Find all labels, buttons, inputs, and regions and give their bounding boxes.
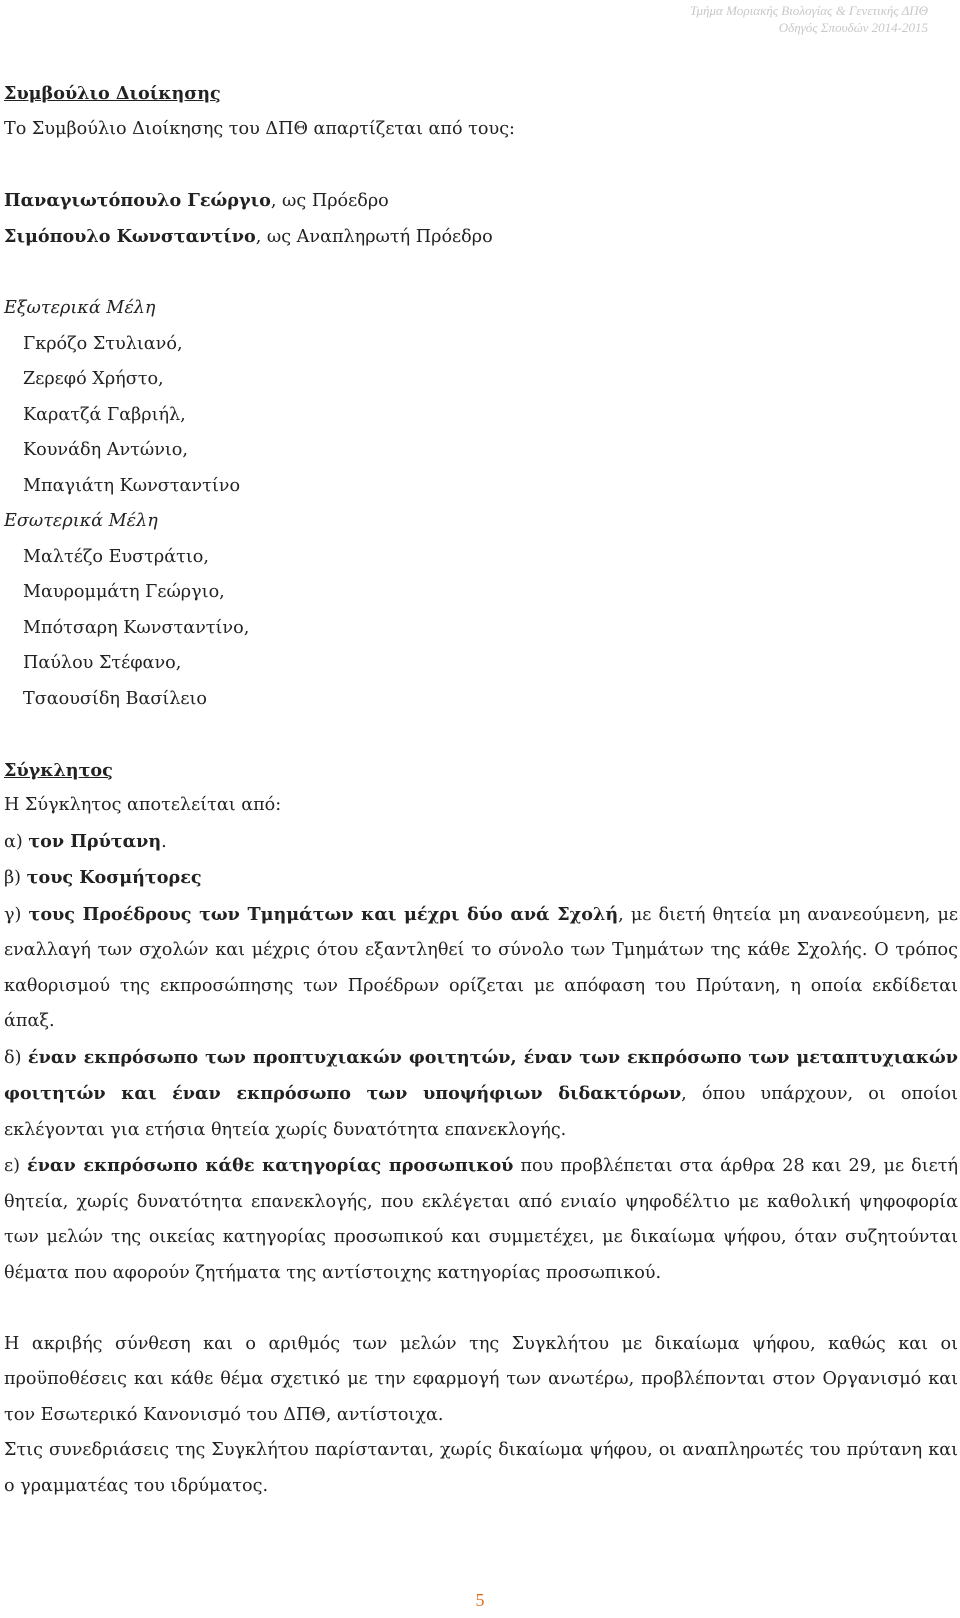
board-intro: Το Συμβούλιο Διοίκησης του ΔΠΘ απαρτίζεται από τους:	[4, 118, 515, 139]
external-member: Ζερεφό Χρήστο,	[23, 369, 164, 389]
internal-member: Μαυρομμάτη Γεώργιο,	[23, 582, 225, 602]
item-bold: τους Κοσμήτορες	[26, 867, 202, 888]
internal-member: Μαλτέζο Ευστράτιο,	[23, 546, 209, 567]
senate-sessions-paragraph: Στις συνεδριάσεις της Συγκλήτου παρίστανται, χωρίς δικαίωμα ψήφου, οι αναπληρωτές του πρύτανη και ο γραμματέας του ιδρύματος.	[4, 1440, 958, 1496]
internal-member: Παύλου Στέφανο,	[23, 653, 182, 673]
board-vice-president	[4, 219, 958, 256]
item-bold: τον Πρύτανη	[28, 830, 162, 852]
internal-member: Τσαουσίδη Βασίλειο	[23, 688, 208, 709]
item-rest: , με διετή θητεία μη ανανεούμενη, με εναλλαγή των σχολών και μέχρις ότου εξαντληθεί το σύνολο των Τμημάτων της κάθε Σχολής. Ο τρόπος καθορισμού της εκπροσώπησης των Προέδρων ορίζεται με απόφαση του Πρύτανη, η οποία εκδίδεται άπαξ.	[4, 904, 958, 1031]
item-bold: έναν εκπρόσωπο κάθε κατηγορίας προσωπικού	[27, 1155, 514, 1176]
senate-composition-paragraph: Η ακριβής σύνθεση και ο αριθμός των μελών της Συγκλήτου με δικαίωμα ψήφου, καθώς και οι προϋποθέσεις και κάθε θέμα σχετικό με την εφαρμογή των ανωτέρω, προβλέπονται στον Οργανισμό και τον Εσωτερικό Κανονισμό του ΔΠΘ, αντίστοιχα.	[4, 1333, 958, 1425]
internal-member: Μπότσαρη Κωνσταντίνο,	[23, 617, 250, 638]
item-prefix: α)	[4, 831, 29, 852]
page-number: 5	[475, 1590, 485, 1610]
external-members-title: Εξωτερικά Μέλη	[4, 298, 156, 318]
item-bold: τους Προέδρους των Τμημάτων και μέχρι δύο ανά Σχολή	[28, 903, 619, 925]
item-rest: , όπου υπάρχουν, οι οποίοι εκλέγονται για ετήσια θητεία χωρίς δυνατότητα επανεκλογής.	[4, 1084, 958, 1140]
external-member: Γκρόζο Στυλιανό,	[23, 333, 183, 354]
header-guide: Οδηγός Σπουδών 2014-2015	[778, 20, 928, 35]
external-member: Κουνάδη Αντώνιο,	[23, 440, 188, 460]
president-role: , ως Πρόεδρο	[270, 190, 389, 211]
item-rest: που προβλέπεται στα άρθρα 28 και 29, με διετή θητεία, χωρίς δυνατότητα επανεκλογής, που εκλέγεται από ενιαίο ψηφοδέλτιο με καθολική ψηφοφορία των μελών της οικείας κατηγορίας προσωπικού και συμμετέχει, με δικαίωμα ψήφου, όταν συζητούνται θέματα που αφορούν ζητήματα της αντίστοιχης κατηγορίας προσωπικού.	[4, 1156, 958, 1283]
board-heading: Συμβούλιο Διοίκησης	[4, 83, 221, 104]
vice-president-name: Σιμόπουλο Κωνσταντίνο	[4, 226, 256, 247]
internal-members-title: Εσωτερικά Μέλη	[4, 511, 158, 531]
item-prefix: β)	[4, 868, 27, 888]
senate-heading: Σύγκλητος	[4, 759, 113, 781]
senate-item-b	[4, 860, 958, 897]
header-department: Τμήμα Μοριακής Βιολογίας & Γενετικής ΔΠΘ	[690, 3, 928, 18]
item-prefix: δ)	[4, 1047, 28, 1068]
senate-item-d	[4, 1040, 958, 1149]
document-body	[4, 76, 958, 1504]
senate-intro: Η Σύγκλητος αποτελείται από:	[4, 795, 282, 815]
external-member: Καρατζά Γαβριήλ,	[23, 404, 186, 425]
senate-item-e	[4, 1148, 958, 1291]
item-rest: .	[161, 831, 167, 852]
vice-president-role: , ως Αναπληρωτή Πρόεδρο	[255, 227, 493, 247]
item-prefix: γ)	[4, 904, 29, 925]
board-president	[4, 183, 958, 220]
item-bold: έναν εκπρόσωπο των προπτυχιακών φοιτητών, έναν των εκπρόσωπο των μεταπτυχιακών φοιτητών και έναν εκπρόσωπο των υποψήφιων διδακτόρων	[4, 1046, 958, 1104]
running-header	[690, 2, 928, 36]
item-prefix: ε)	[4, 1156, 28, 1176]
president-name: Παναγιωτόπουλο Γεώργιο	[4, 189, 271, 211]
external-member: Μπαγιάτη Κωνσταντίνο	[23, 475, 241, 496]
senate-item-a	[4, 824, 958, 861]
senate-item-c	[4, 897, 958, 1040]
